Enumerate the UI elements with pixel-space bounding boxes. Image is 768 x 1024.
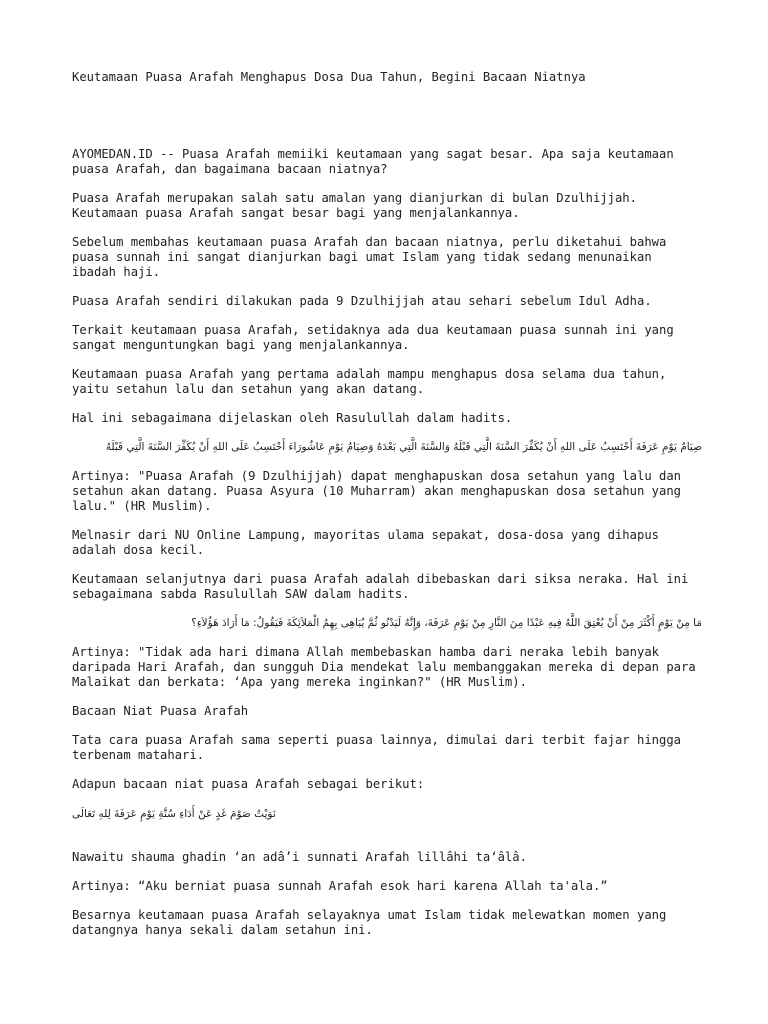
paragraph: Hal ini sebagaimana dijelaskan oleh Rasulullah dalam hadits. [72, 411, 513, 425]
paragraph: Adapun bacaan niat puasa Arafah sebagai berikut: [72, 777, 425, 791]
paragraph: Nawaitu shauma ghadin ‘an adâ’i sunnati Arafah lillâhi ta‘âlâ. [72, 850, 527, 864]
article [72, 70, 702, 952]
paragraph: Sebelum membahas keutamaan puasa Arafah dan bacaan niatnya, perlu diketahui bahwa puasa sunnah ini sangat dianjurkan bagi umat Islam yang tidak sedang menunaikan ibadah haji. [72, 235, 667, 279]
paragraph: AYOMEDAN.ID -- Puasa Arafah memiiki keutamaan yang sagat besar. Apa saja keutamaan puasa Arafah, dan bagaimana bacaan niatnya? [72, 147, 674, 176]
hadith-arabic-text: مَا مِنْ يَوْمٍ أَكْثَرَ مِنْ أَنْ يُعْتِقَ اللَّهُ فِيهِ عَبْدًا مِنَ النَّارِ مِنْ يَوْمِ عَرَفَةَ، وَإِنَّهُ لَيَدْنُو ثُمَّ يُبَاهِى بِهِمُ الْمَلاَئِكَةَ فَيَقُولُ: مَا أَرَادَ هَؤُلاَءِ؟ [191, 617, 702, 629]
hadith-arabic-text: صِيَامُ يَوْمِ عَرَفَةَ أَحْتَسِبُ عَلَى اللهِ أَنْ يُكَفِّرَ السَّنَةَ الَّتِي قَبْلَهُ وَالسَّنَةَ الَّتِي بَعْدَهُ وَصِيَامُ يَوْمِ عَاشُورَاءَ أَحْتَسِبُ عَلَى اللهِ أَنْ يُكَفِّرَ السَّنَةَ الَّتِي قَبْلَهُ [105, 441, 702, 453]
paragraph: Puasa Arafah merupakan salah satu amalan yang dianjurkan di bulan Dzulhijjah. Keutamaan puasa Arafah sangat besar bagi yang menjalankannya. [72, 191, 637, 220]
article-title: Keutamaan Puasa Arafah Menghapus Dosa Dua Tahun, Begini Bacaan Niatnya [72, 70, 586, 84]
paragraph: Puasa Arafah sendiri dilakukan pada 9 Dzulhijjah atau sehari sebelum Idul Adha. [72, 294, 652, 308]
section-heading: Bacaan Niat Puasa Arafah [72, 704, 249, 718]
paragraph: Artinya: “Aku berniat puasa sunnah Arafah esok hari karena Allah ta'ala.” [72, 879, 608, 893]
paragraph: Artinya: "Tidak ada hari dimana Allah membebaskan hamba dari neraka lebih banyak daripada Hari Arafah, dan sungguh Dia mendekat lalu membanggakan mereka di depan para Malaikat dan berkata: ‘Apa yang mereka inginkan?" (HR Muslim). [72, 645, 696, 689]
paragraph: Terkait keutamaan puasa Arafah, setidaknya ada dua keutamaan puasa sunnah ini yang sangat menguntungkan bagi yang menjalankannya. [72, 323, 674, 352]
niat-arabic-text: نَوَيْتُ صَوْمَ غَدٍ عَنْ أَدَاءِ سُنَّةِ يَوْمِ عَرَفَةَ لِلهِ تَعَالَى [72, 808, 276, 820]
paragraph: Besarnya keutamaan puasa Arafah selayaknya umat Islam tidak melewatkan momen yang datangnya hanya sekali dalam setahun ini. [72, 908, 667, 937]
paragraph: Melnasir dari NU Online Lampung, mayoritas ulama sepakat, dosa-dosa yang dihapus adalah dosa kecil. [72, 528, 659, 557]
niat-arabic-block [72, 806, 702, 836]
paragraph: Keutamaan puasa Arafah yang pertama adalah mampu menghapus dosa selama dua tahun, yaitu setahun lalu dan setahun yang akan datang. [72, 367, 667, 396]
paragraph: Artinya: "Puasa Arafah (9 Dzulhijjah) dapat menghapuskan dosa setahun yang lalu dan setahun akan datang. Puasa Asyura (10 Muharram) akan menghapuskan dosa setahun yang lalu." (HR Muslim). [72, 469, 682, 513]
paragraph: Keutamaan selanjutnya dari puasa Arafah adalah dibebaskan dari siksa neraka. Hal ini sebagaimana sabda Rasulullah SAW dalam hadits. [72, 572, 689, 601]
paragraph: Tata cara puasa Arafah sama seperti puasa lainnya, dimulai dari terbit fajar hingga terbenam matahari. [72, 733, 682, 762]
